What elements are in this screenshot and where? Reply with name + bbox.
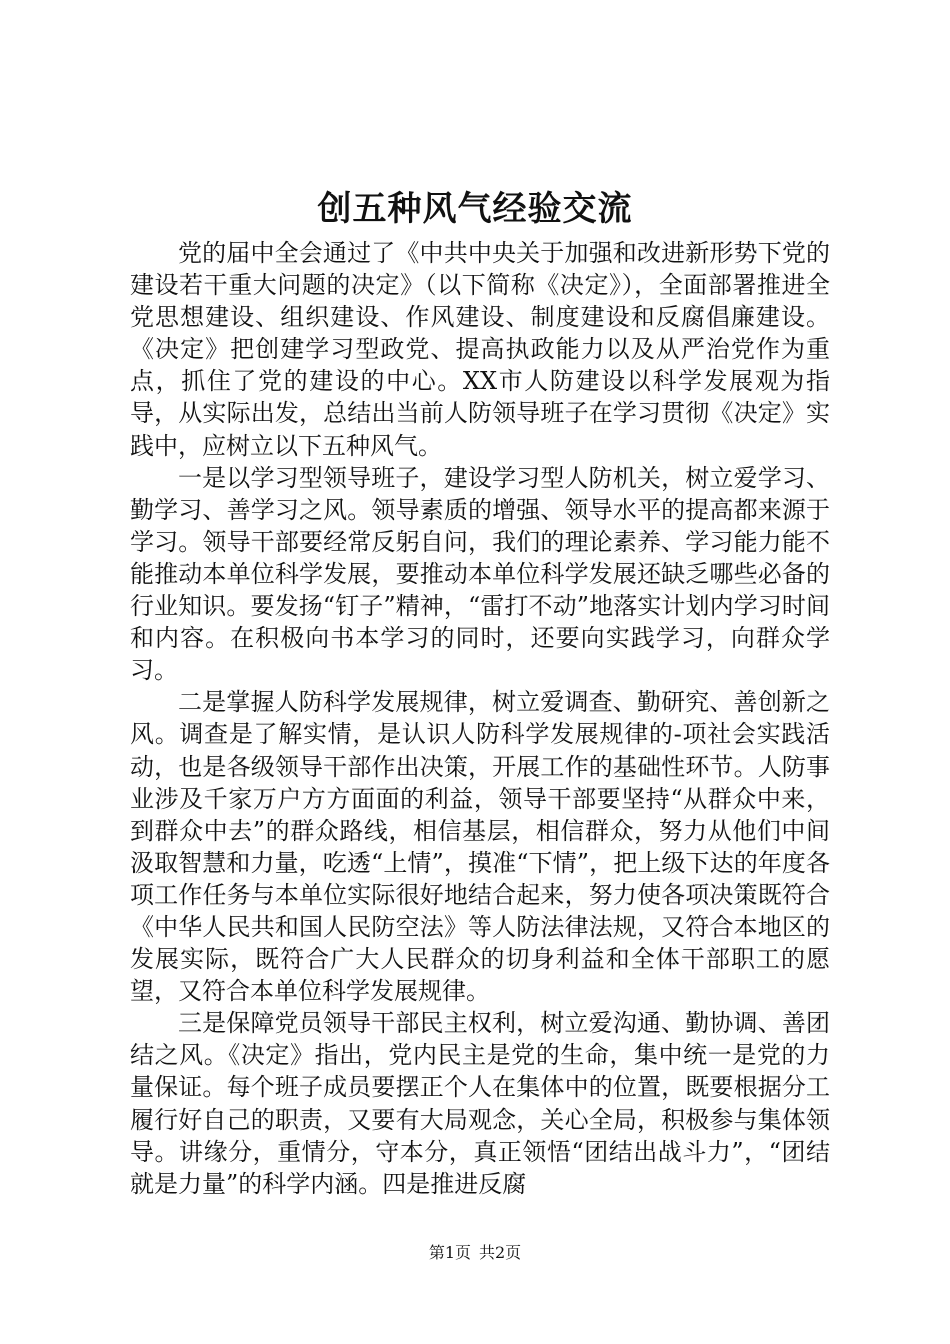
paragraph-research: 二是掌握人防科学发展规律，树立爱调查、勤研究、善创新之风。调查是了解实情，是认识人防科学发展规律的-项社会实践活动，也是各级领导干部作出决策，开展工作的基础性环节。人防事业涉及千家万户方方面面的利益，领导干部要坚持“从群众中来，到群众中去”的群众路线，相信基层，相信群众，努力从他们中间汲取智慧和力量，吃透“上情”，摸准“下情”，把上级下达的年度各项工作任务与本单位实际很好地结合起来，努力使各项决策既符合《中华人民共和国人民防空法》等人防法律法规，又符合本地区的发展实际，既符合广大人民群众的切身利益和全体干部职工的愿望，又符合本单位科学发展规律。 <box>130 688 830 1006</box>
paragraph-learning: 一是以学习型领导班子，建设学习型人防机关，树立爱学习、勤学习、善学习之风。领导素质的增强、领导水平的提高都来源于学习。领导干部要经常反躬自问，我们的理论素养、学习能力能不能推动本单位科学发展，要推动本单位科学发展还缺乏哪些必备的行业知识。要发扬“钉子”精神，“雷打不动”地落实计划内学习时间和内容。在积极向书本学习的同时，还要向实践学习，向群众学习。 <box>130 463 830 685</box>
page-number-total: 共2页 <box>479 1243 522 1262</box>
paragraph-democracy: 三是保障党员领导干部民主权利，树立爱沟通、勤协调、善团结之风。《决定》指出，党内民主是党的生命，集中统一是党的力量保证。每个班子成员要摆正个人在集体中的位置，既要根据分工履行好自己的职责，又要有大局观念，关心全局，积极参与集体领导。讲缘分，重情分，守本分，真正领悟“团结出战斗力”，“团结就是力量”的科学内涵。四是推进反腐 <box>130 1009 830 1198</box>
document-body <box>130 237 830 1200</box>
page-number-current: 第1页 <box>428 1243 471 1262</box>
paragraph-intro: 党的届中全会通过了《中共中央关于加强和改进新形势下党的建设若干重大问题的决定》（以下简称《决定》），全面部署推进全党思想建设、组织建设、作风建设、制度建设和反腐倡廉建设。《决定》把创建学习型政党、提高执政能力以及从严治党作为重点，抓住了党的建设的中心。XX市人防建设以科学发展观为指导，从实际出发，总结出当前人防领导班子在学习贯彻《决定》实践中，应树立以下五种风气。 <box>130 239 830 460</box>
document-title: 创五种风气经验交流 <box>317 189 633 229</box>
page-footer <box>0 1242 950 1264</box>
